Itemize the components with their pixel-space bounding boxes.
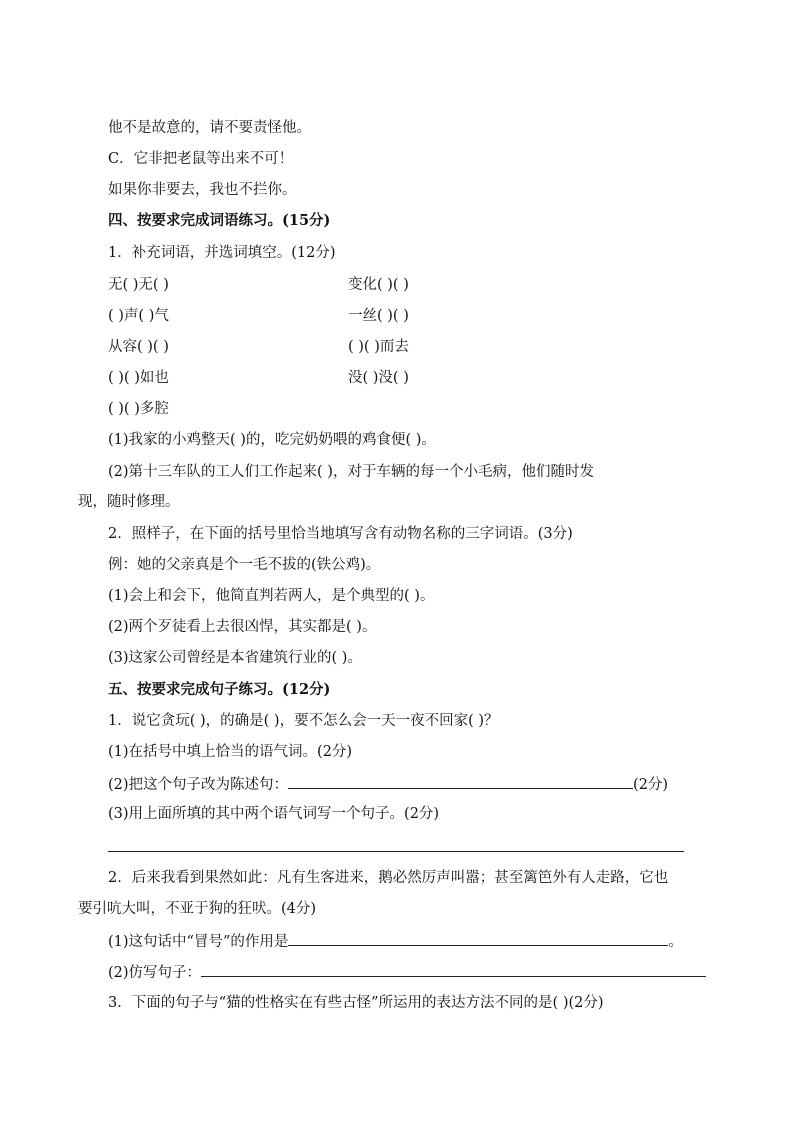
word-blank: ( )( )而去 bbox=[348, 339, 409, 355]
word-blank: 无( )无( ) bbox=[108, 277, 169, 293]
sentence-3: 3．下面的句子与“猫的性格实在有些古怪”所运用的表达方法不同的是( )(2分) bbox=[108, 995, 604, 1011]
answer-line[interactable] bbox=[108, 851, 684, 852]
question-2-item-2: (2)两个歹徒看上去很凶悍，其实都是( )。 bbox=[108, 619, 377, 635]
score: (2分) bbox=[633, 777, 669, 793]
word-blank: 变化( )( ) bbox=[348, 277, 409, 293]
sentence-2-cont: 要引吭大叫，不亚于狗的狂吠。(4分) bbox=[78, 901, 317, 917]
sentence-2: 2．后来我看到果然如此：凡有生客进来，鹅必然厉声叫嚣；甚至篱笆外有人走路，它也 bbox=[108, 870, 669, 886]
fill-sentence-2: (2)第十三车队的工人们工作起来( )，对于车辆的每一个小毛病，他们随时发 bbox=[108, 464, 594, 480]
sentence-1-item-2 bbox=[108, 773, 668, 795]
text-line: 他不是故意的，请不要责怪他。 bbox=[108, 120, 311, 136]
word-blank: ( )( )多腔 bbox=[108, 401, 169, 417]
question-1: 1．补充词语，并选词填空。(12分) bbox=[108, 245, 336, 261]
section-4-title: 四、按要求完成词语练习。(15分) bbox=[108, 212, 331, 229]
text-line: 如果你非要去，我也不拦你。 bbox=[108, 182, 297, 198]
word-blank: 没( )没( ) bbox=[348, 370, 409, 386]
item-label: (2)仿写句子： bbox=[108, 965, 202, 981]
example: 例：她的父亲真是个一毛不拔的(铁公鸡)。 bbox=[108, 557, 381, 573]
sentence-2-item-1 bbox=[108, 930, 683, 952]
question-2: 2．照样子，在下面的括号里恰当地填写含有动物名称的三字词语。(3分) bbox=[108, 526, 573, 542]
question-2-item-1: (1)会上和会下，他简直判若两人，是个典型的( )。 bbox=[108, 588, 435, 604]
item-label: (2)把这个句子改为陈述句： bbox=[108, 777, 289, 793]
fill-sentence-1: (1)我家的小鸡整天( )的，吃完奶奶喂的鸡食便( )。 bbox=[108, 432, 436, 448]
word-blank: 从容( )( ) bbox=[108, 339, 169, 355]
sentence-1-item-1: (1)在括号中填上恰当的语气词。(2分) bbox=[108, 744, 353, 760]
section-5-title: 五、按要求完成句子练习。(12分) bbox=[108, 681, 331, 698]
fill-sentence-2-cont: 现，随时修理。 bbox=[78, 494, 180, 510]
answer-line[interactable] bbox=[288, 773, 633, 789]
item-label: (1)这句话中“冒号”的作用是 bbox=[108, 934, 289, 950]
sentence-1-item-3: (3)用上面所填的其中两个语气词写一个句子。(2分) bbox=[108, 806, 440, 822]
sentence-2-item-2 bbox=[108, 961, 706, 983]
option-c: C．它非把老鼠等出来不可！ bbox=[108, 151, 294, 167]
sentence-1: 1．说它贪玩( )，的确是( )，要不怎么会一天一夜不回家( )？ bbox=[108, 713, 499, 729]
word-blank: ( )声( )气 bbox=[108, 308, 169, 324]
period: 。 bbox=[668, 934, 683, 950]
question-2-item-3: (3)这家公司曾经是本省建筑行业的( )。 bbox=[108, 650, 362, 666]
answer-line[interactable] bbox=[288, 930, 668, 946]
answer-line[interactable] bbox=[201, 961, 706, 977]
word-blank: ( )( )如也 bbox=[108, 370, 169, 386]
word-blank: 一丝( )( ) bbox=[348, 308, 409, 324]
